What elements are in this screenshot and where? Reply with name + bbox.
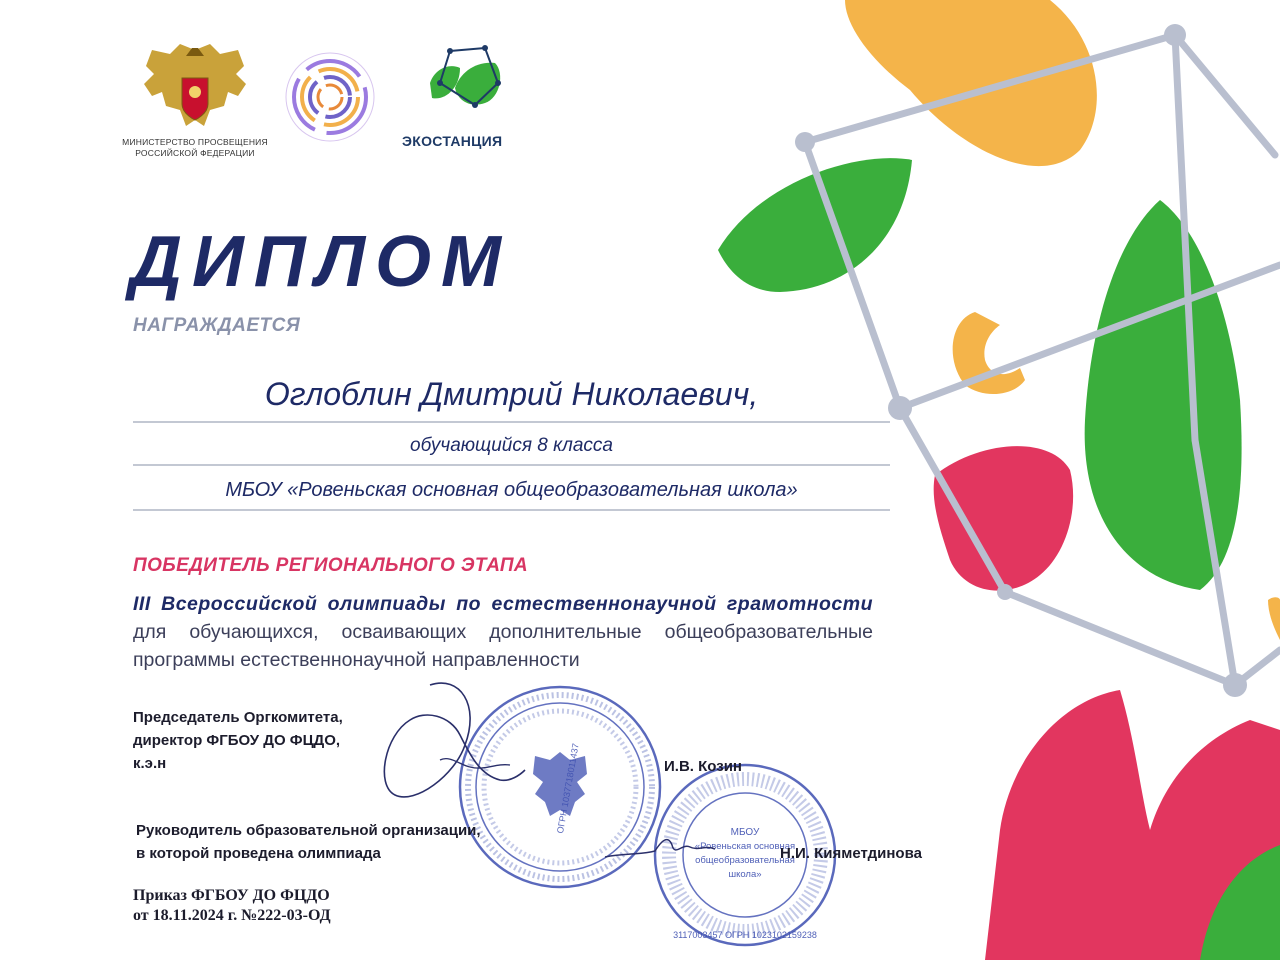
order-line-2: от 18.11.2024 г. №222-03-ОД — [133, 907, 331, 924]
recipient-name: Оглоблин Дмитрий Николаевич, — [264, 376, 759, 412]
signatory-1-line-2: директор ФГБОУ ДО ФЦДО, — [133, 732, 341, 749]
olympiad-audience: для обучающихся, осваивающих дополнительные общеобразовательные программы естественнонаучной направленности — [133, 621, 873, 671]
signatory-2-name: Н.И. Кияметдинова — [780, 845, 922, 862]
orange-sliver — [1268, 597, 1280, 640]
fcdo-spiral-logo-icon — [283, 50, 378, 145]
ecostation-logo-text — [402, 133, 502, 149]
order-line-1: Приказ ФГБОУ ДО ФЦДО — [133, 887, 330, 904]
olympiad-name: III Всероссийской олимпиады по естественнонаучной грамотности — [133, 593, 873, 615]
divider-line — [133, 464, 890, 466]
signatory-1-name: И.В. Козин — [664, 758, 742, 775]
divider-line — [133, 509, 890, 511]
signatory-2-line-2: в которой проведена олимпиада — [136, 845, 381, 862]
signatory-2-title — [136, 819, 481, 865]
school-seal-line-1: МБОУ — [730, 827, 760, 838]
ecostation-rest: СТАНЦИЯ — [432, 133, 503, 149]
awarded-label: НАГРАЖДАЕТСЯ — [133, 315, 301, 336]
ministry-logo-text: МИНИСТЕРСТВО ПРОСВЕЩЕНИЯ РОССИЙСКОЙ ФЕДЕРАЦИИ — [122, 137, 268, 158]
school-seal-line-2: «Ровеньская основная — [694, 841, 796, 852]
achievement-title: ПОБЕДИТЕЛЬ РЕГИОНАЛЬНОГО ЭТАПА — [133, 555, 529, 576]
signatory-2-line-1: Руководитель образовательной организации, — [136, 822, 481, 839]
school-seal-bottom-text: 3117003457 ОГРН 1023102159238 — [673, 930, 817, 940]
ecostation-prefix: ЭКО — [402, 133, 433, 149]
russian-coat-of-arms-icon — [140, 40, 250, 135]
orange-blob — [845, 0, 1097, 166]
olympiad-description — [133, 590, 873, 674]
ecostation-logo-icon — [420, 43, 515, 118]
pink-blob-middle — [934, 446, 1073, 591]
recipient-grade: обучающийся 8 класса — [410, 435, 613, 456]
signatory-1-line-1: Председатель Оргкомитета, — [133, 709, 343, 726]
signatory-1-line-3: к.э.н — [133, 755, 167, 772]
recipient-school: МБОУ «Ровеньская основная общеобразовательная школа» — [225, 479, 798, 501]
kozin-signature — [370, 675, 530, 810]
signatory-1-title — [133, 706, 343, 775]
order-reference — [133, 886, 331, 926]
diploma-title: ДИПЛОМ — [130, 222, 512, 302]
divider-line — [133, 421, 890, 423]
school-seal-line-3: общеобразовательная — [695, 855, 795, 866]
school-seal-line-4: школа» — [728, 869, 762, 880]
kiyametdinova-signature — [600, 825, 720, 875]
seal-center-text: ОГРН 1037718011437 — [555, 742, 581, 835]
green-leaf-right — [1085, 200, 1242, 590]
